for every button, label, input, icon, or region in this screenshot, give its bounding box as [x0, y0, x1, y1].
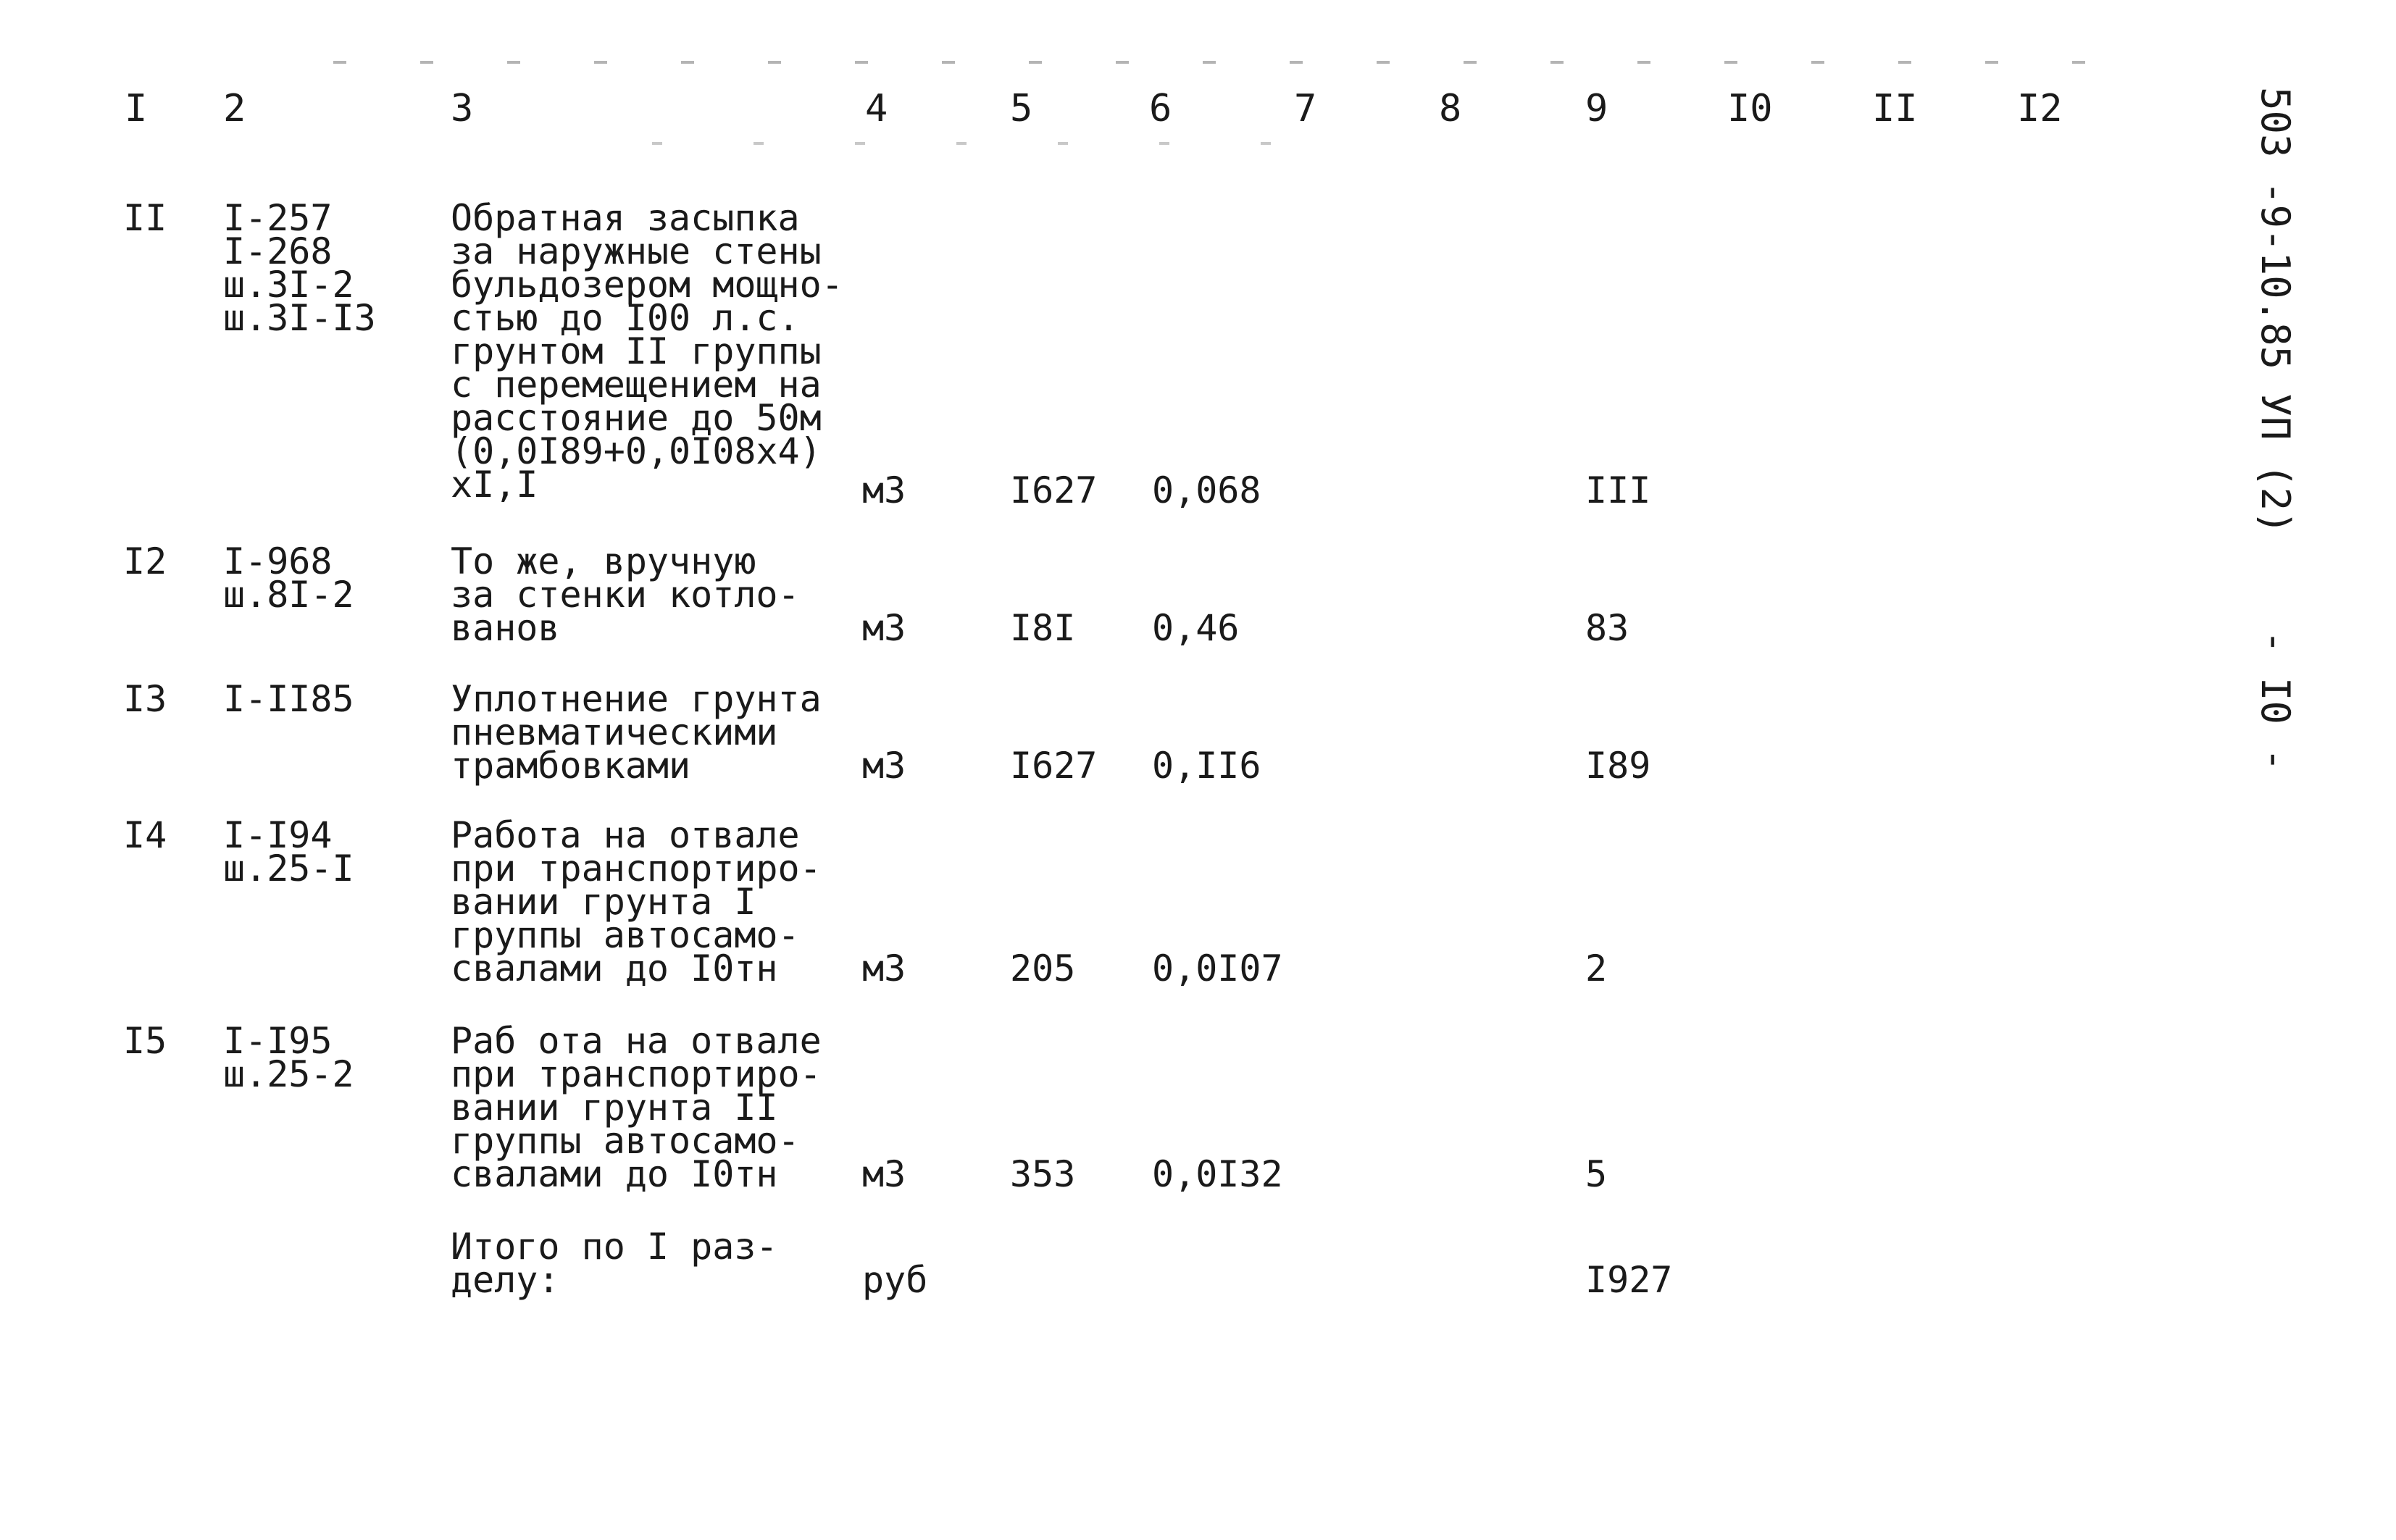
total-value: I927 [1585, 1259, 1673, 1301]
row-description: Обратная засыпка за наружные стены бульдозером мощно- стью до I00 л.с. грунтом II группы с перемещением на расстояние до 50м (0,0I89+0,0I08х4) хI,I [451, 197, 843, 506]
row-codes: I-I95 ш.25-2 [223, 1020, 354, 1095]
row-number: I4 [123, 814, 167, 856]
column-header-3: 3 [451, 87, 474, 130]
column-header-9: 9 [1585, 87, 1608, 130]
row-rate: 0,II6 [1152, 745, 1261, 787]
total-label: Итого по I раз- делу: [451, 1226, 778, 1301]
row-quantity: 205 [1010, 947, 1076, 989]
row-codes: I-257 I-268 ш.3I-2 ш.3I-I3 [223, 197, 376, 339]
row-description: Работа на отвале при транспортиро- вании грунта I группы автосамо- свалами до I0тн [451, 814, 822, 989]
column-header-8: 8 [1439, 87, 1462, 130]
column-header-1: I [125, 87, 148, 130]
row-quantity: I8I [1010, 607, 1076, 649]
total-unit: руб [862, 1259, 928, 1301]
row-rate: 0,46 [1152, 607, 1240, 649]
column-header-4: 4 [865, 87, 888, 130]
row-codes: I-I94 ш.25-I [223, 814, 354, 890]
column-header-10: I0 [1727, 87, 1773, 130]
column-header-12: I2 [2017, 87, 2063, 130]
row-unit: м3 [862, 947, 906, 989]
row-unit: м3 [862, 469, 906, 511]
row-cost: I89 [1585, 745, 1651, 787]
row-description: Уплотнение грунта пневматическими трамбовками [451, 678, 822, 787]
row-unit: м3 [862, 1153, 906, 1195]
row-rate: 0,0I32 [1152, 1153, 1283, 1195]
row-rate: 0,0I07 [1152, 947, 1283, 989]
document-code: 503 -9-10.85 УП (2) [2253, 87, 2298, 535]
column-header-7: 7 [1294, 87, 1317, 130]
row-description: То же, вручную за стенки котло- ванов [451, 540, 800, 649]
row-rate: 0,068 [1152, 469, 1261, 511]
row-description: Раб ота на отвале при транспортиро- вании грунта II группы автосамо- свалами до I0тн [451, 1020, 822, 1195]
row-quantity: I627 [1010, 469, 1098, 511]
row-number: I3 [123, 678, 167, 720]
row-quantity: 353 [1010, 1153, 1076, 1195]
row-codes: I-968 ш.8I-2 [223, 540, 354, 616]
row-codes: I-II85 [223, 678, 354, 720]
header-underline [652, 142, 1333, 145]
row-number: I2 [123, 540, 167, 582]
header-rule [333, 61, 2087, 64]
row-unit: м3 [862, 607, 906, 649]
row-number: I5 [123, 1020, 167, 1062]
row-cost: 2 [1585, 947, 1608, 989]
row-number: II [123, 197, 167, 239]
row-cost: 83 [1585, 607, 1629, 649]
column-header-6: 6 [1149, 87, 1172, 130]
column-header-5: 5 [1010, 87, 1033, 130]
row-cost: III [1585, 469, 1651, 511]
row-quantity: I627 [1010, 745, 1098, 787]
column-header-11: II [1872, 87, 1918, 130]
row-cost: 5 [1585, 1153, 1608, 1195]
column-header-2: 2 [223, 87, 246, 130]
row-unit: м3 [862, 745, 906, 787]
page-number: - I0 - [2253, 630, 2298, 772]
